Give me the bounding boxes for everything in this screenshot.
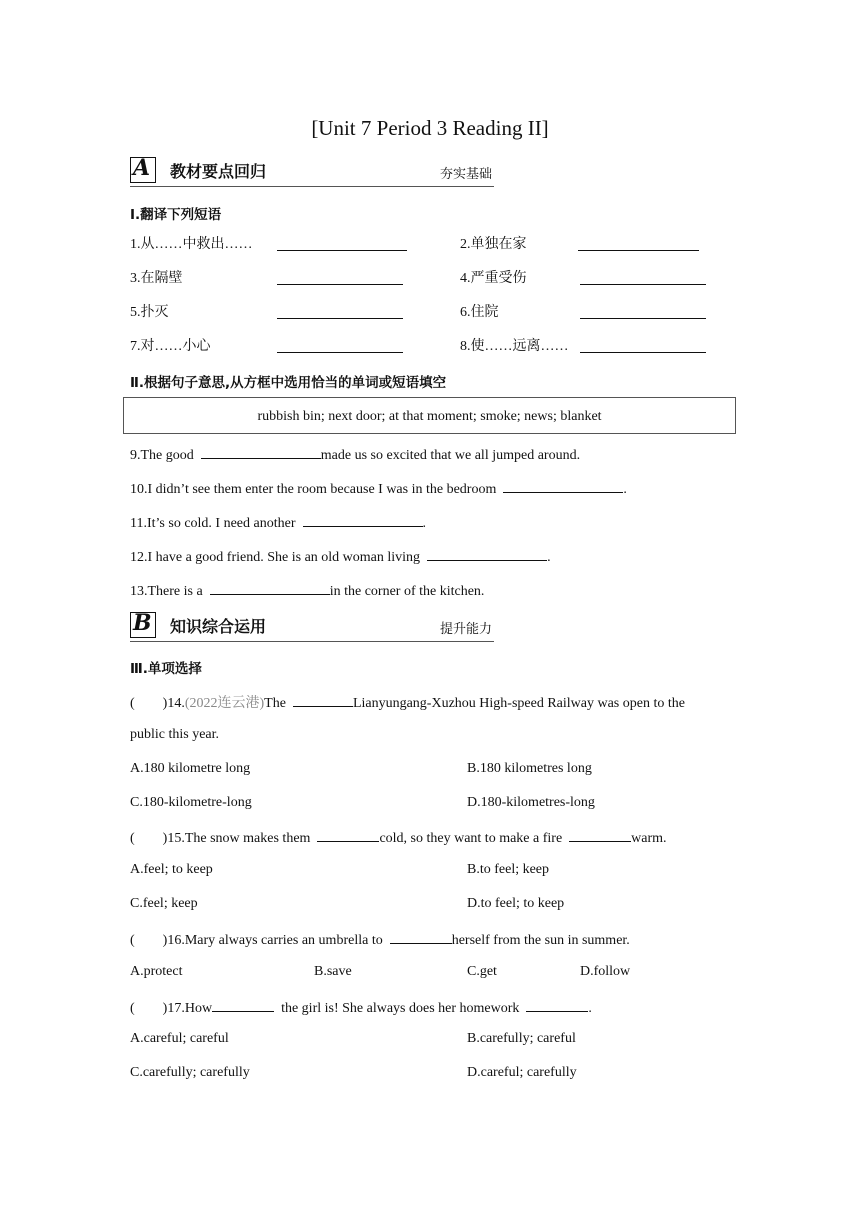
q14-continuation: public this year.	[130, 727, 220, 742]
q15-text-mid: cold, so they want to make a fire	[379, 831, 563, 846]
q15-text-before: The snow makes them	[184, 831, 311, 846]
answer-blank[interactable]	[580, 304, 706, 319]
q15-number: )15.	[162, 831, 185, 846]
section-a-tag: 夯实基础	[439, 167, 492, 182]
section-b-header	[130, 610, 494, 642]
section-a-header	[130, 155, 494, 187]
question-14	[130, 692, 685, 713]
section-b-tag: 提升能力	[439, 622, 492, 637]
answer-blank[interactable]	[277, 338, 403, 353]
phrase-item: 1.从……中救出……	[130, 237, 253, 252]
q16-text-before: Mary always carries an umbrella to	[184, 933, 383, 948]
q9-text-after: made us so excited that we all jumped around.	[320, 448, 581, 463]
phrase-item: 3.在隔壁	[130, 271, 183, 286]
q11-text-before: 11.It’s so cold. I need another	[130, 516, 296, 531]
q14-option-a[interactable]: A.180 kilometre long	[130, 761, 251, 776]
section-a-name: 教材要点回归	[170, 162, 267, 181]
question-15	[130, 827, 667, 848]
q9-text-before: 9.The good	[130, 448, 194, 463]
q16-option-a[interactable]: A.protect	[130, 964, 183, 979]
q10-text-after: .	[623, 482, 627, 497]
q14-option-c[interactable]: C.180-kilometre-long	[130, 795, 252, 810]
question-11	[130, 512, 426, 533]
section-b-letter: B	[133, 610, 152, 636]
q13-blank[interactable]	[210, 580, 330, 595]
q14-option-b[interactable]: B.180 kilometres long	[467, 761, 592, 776]
answer-blank[interactable]	[277, 236, 407, 251]
part2-heading: Ⅱ.根据句子意思,从方框中选用恰当的单词或短语填空	[130, 375, 447, 391]
q17-option-b[interactable]: B.carefully; careful	[467, 1031, 576, 1046]
phrase-item: 4.严重受伤	[460, 271, 527, 286]
q13-text-after: in the corner of the kitchen.	[329, 584, 485, 599]
q16-number: )16.	[162, 933, 185, 948]
phrase-item: 2.单独在家	[460, 237, 527, 252]
q16-option-b[interactable]: B.save	[314, 964, 352, 979]
q16-text-after: herself from the sun in summer.	[451, 933, 630, 948]
q9-blank[interactable]	[201, 444, 321, 459]
question-10	[130, 478, 627, 499]
section-b-rule	[130, 641, 494, 642]
question-12	[130, 546, 551, 567]
q16-open-paren: (	[130, 933, 135, 948]
question-17	[130, 997, 592, 1018]
q15-blank-2[interactable]	[569, 827, 631, 842]
q17-option-c[interactable]: C.carefully; carefully	[130, 1065, 250, 1080]
q15-option-d[interactable]: D.to feel; to keep	[467, 896, 565, 911]
phrase-item: 6.住院	[460, 305, 499, 320]
q17-open-paren: (	[130, 1001, 135, 1016]
q17-number: )17.	[162, 1001, 185, 1016]
q11-text-after: .	[422, 516, 426, 531]
phrase-item: 8.使……远离……	[460, 339, 569, 354]
question-16	[130, 929, 630, 950]
q17-text-mid: the girl is! She always does her homework	[281, 1001, 520, 1016]
q15-option-b[interactable]: B.to feel; keep	[467, 862, 550, 877]
part1-heading: Ⅰ.翻译下列短语	[130, 207, 222, 223]
q12-text-after: .	[547, 550, 551, 565]
q14-source: (2022连云港)	[184, 696, 265, 711]
q17-blank-2[interactable]	[526, 997, 588, 1012]
q13-text-before: 13.There is a	[130, 584, 203, 599]
answer-blank[interactable]	[277, 304, 403, 319]
q12-text-before: 12.I have a good friend. She is an old woman living	[130, 550, 421, 565]
phrase-item: 5.扑灭	[130, 305, 169, 320]
q17-option-a[interactable]: A.careful; careful	[130, 1031, 229, 1046]
q17-option-d[interactable]: D.careful; carefully	[467, 1065, 577, 1080]
answer-blank[interactable]	[580, 270, 706, 285]
q14-text-before: The	[264, 696, 286, 711]
section-a-letter: A	[133, 155, 151, 181]
q14-option-d[interactable]: D.180-kilometres-long	[467, 795, 595, 810]
section-b-name: 知识综合运用	[170, 617, 267, 636]
q14-blank[interactable]	[293, 692, 353, 707]
q16-option-c[interactable]: C.get	[467, 964, 497, 979]
question-9	[130, 444, 580, 465]
q14-open-paren: (	[130, 696, 135, 711]
q15-option-c[interactable]: C.feel; keep	[130, 896, 198, 911]
page-title: [Unit 7 Period 3 Reading II]	[311, 116, 549, 140]
question-13	[130, 580, 484, 601]
q11-blank[interactable]	[303, 512, 423, 527]
q14-text-after: Lianyungang-Xuzhou High-speed Railway was open to the	[352, 696, 685, 711]
word-bank-box: rubbish bin; next door; at that moment; smoke; news; blanket	[123, 397, 736, 434]
q16-option-d[interactable]: D.follow	[580, 964, 631, 979]
q17-text-after: .	[588, 1001, 592, 1016]
answer-blank[interactable]	[578, 236, 699, 251]
part3-heading: Ⅲ.单项选择	[130, 661, 202, 677]
q15-blank-1[interactable]	[317, 827, 379, 842]
q16-blank[interactable]	[390, 929, 452, 944]
answer-blank[interactable]	[277, 270, 403, 285]
q12-blank[interactable]	[427, 546, 547, 561]
answer-blank[interactable]	[580, 338, 706, 353]
q14-number: )14.	[162, 696, 185, 711]
q17-blank-1[interactable]	[212, 997, 274, 1012]
q10-text-before: 10.I didn’t see them enter the room because I was in the bedroom	[130, 482, 497, 497]
q15-option-a[interactable]: A.feel; to keep	[130, 862, 213, 877]
phrase-item: 7.对……小心	[130, 339, 211, 354]
q17-text-before: How	[184, 1001, 213, 1016]
q15-open-paren: (	[130, 831, 135, 846]
section-a-rule	[130, 186, 494, 187]
q10-blank[interactable]	[503, 478, 623, 493]
q15-text-after: warm.	[631, 831, 667, 846]
